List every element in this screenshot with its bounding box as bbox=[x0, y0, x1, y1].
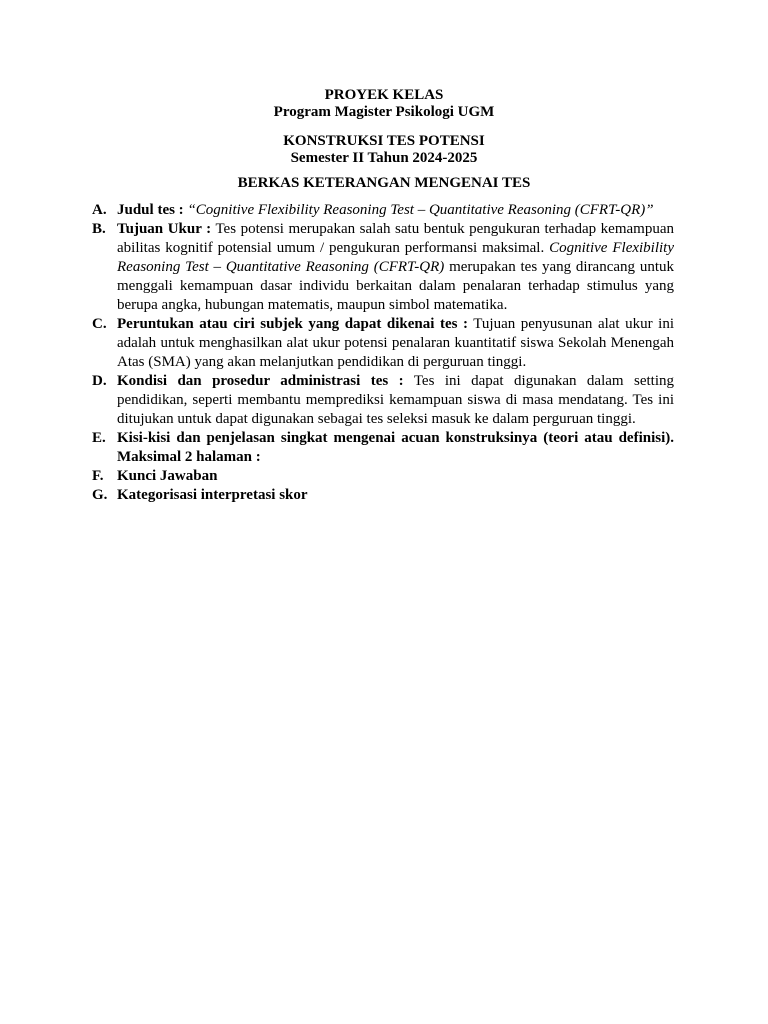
header-block-2 bbox=[0, 133, 768, 167]
item-label: Kunci Jawaban bbox=[117, 468, 218, 484]
header-program-name: Program Magister Psikologi UGM bbox=[273, 104, 495, 120]
list-marker: G. bbox=[92, 487, 108, 503]
item-text: Tes ini dapat digunakan dalam setting pendidikan, seperti membantu memprediksi kemampuan siswa di masa mendatang. Tes ini ditujukan untuk dapat digunakan sebagai tes seleksi masuk ke dalam perguruan tinggi. bbox=[117, 373, 675, 427]
list-marker: C. bbox=[92, 316, 107, 332]
list-item-a bbox=[92, 201, 674, 220]
list-marker: F. bbox=[92, 468, 104, 484]
header-block-3 bbox=[0, 175, 768, 192]
list-marker: A. bbox=[92, 202, 107, 218]
item-text: Tujuan penyusunan alat ukur ini adalah untuk menghasilkan alat ukur potensi penalaran kuantitatif siswa Sekolah Menengah Atas (SMA) yang akan melanjutkan pendidikan di perguruan tinggi. bbox=[117, 316, 674, 370]
header-block-1 bbox=[0, 87, 768, 121]
item-italic-text: Cognitive Flexibility Reasoning Test – Quantitative Reasoning (CFRT-QR) bbox=[117, 240, 674, 275]
item-label: Judul tes : bbox=[117, 202, 184, 218]
header-semester: Semester II Tahun 2024-2025 bbox=[290, 150, 478, 166]
list-item-b bbox=[92, 220, 674, 315]
item-text: Tes potensi merupakan salah satu bentuk pengukuran terhadap kemampuan abilitas kognitif potensial umum / pengukuran performansi maksimal. bbox=[117, 221, 674, 256]
list-item-f bbox=[92, 467, 674, 486]
item-label: Peruntukan atau ciri subjek yang dapat dikenai tes : bbox=[117, 316, 468, 332]
item-label: Kondisi dan prosedur administrasi tes : bbox=[117, 373, 404, 389]
header-course-title: KONSTRUKSI TES POTENSI bbox=[283, 133, 485, 149]
item-label: Kisi-kisi dan penjelasan singkat mengenai acuan konstruksinya (teori atau definisi). Maksimal 2 halaman : bbox=[117, 430, 674, 465]
header-document-title: BERKAS KETERANGAN MENGENAI TES bbox=[237, 175, 531, 191]
test-title: “Cognitive Flexibility Reasoning Test – Quantitative Reasoning (CFRT-QR)” bbox=[187, 202, 654, 218]
list-marker: D. bbox=[92, 373, 107, 389]
item-label: Tujuan Ukur : bbox=[117, 221, 212, 237]
item-label: Kategorisasi interpretasi skor bbox=[117, 487, 308, 503]
list-marker: B. bbox=[92, 221, 106, 237]
header-project-title: PROYEK KELAS bbox=[324, 87, 444, 103]
list-item-g bbox=[92, 486, 674, 505]
list-marker: E. bbox=[92, 430, 106, 446]
information-list bbox=[92, 201, 674, 505]
list-item-d bbox=[92, 372, 674, 429]
list-item-c bbox=[92, 315, 674, 372]
item-text: merupakan tes yang dirancang untuk menggali kemampuan dasar individu berkaitan dalam penalaran terhadap stimulus yang berupa angka, hubungan matematis, maupun simbol matematika. bbox=[117, 259, 674, 313]
list-item-e bbox=[92, 429, 674, 467]
